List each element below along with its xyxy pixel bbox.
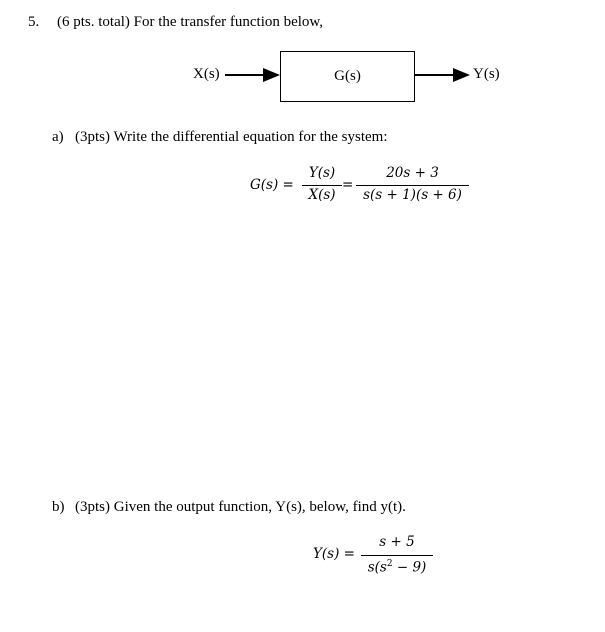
- eq-b-denominator: [361, 560, 433, 575]
- eq-a-frac2-bar: [356, 185, 469, 186]
- eq-b-lhs: Y(s) =: [313, 546, 355, 562]
- eq-a-frac1-numerator: Y(s): [308, 165, 336, 181]
- eq-b-den-pre: s(s: [367, 559, 387, 576]
- eq-a-frac1-bar: [302, 185, 342, 186]
- input-label: X(s): [193, 66, 220, 82]
- eq-a-equals: =: [342, 177, 354, 193]
- output-arrow: [415, 66, 471, 84]
- eq-a-lhs: G(s) =: [250, 177, 294, 193]
- output-label: Y(s): [473, 66, 500, 82]
- input-arrow: [225, 66, 281, 84]
- block-label: G(s): [334, 68, 361, 84]
- eq-a-frac2-numerator: 20s + 3: [386, 165, 439, 181]
- part-b-label: b): [52, 499, 65, 515]
- part-a-text: (3pts) Write the differential equation for the system:: [75, 129, 388, 145]
- eq-b-numerator: s + 5: [379, 534, 415, 550]
- eq-b-den-exponent: 2: [386, 559, 393, 569]
- eq-a-frac2-denominator: s(s + 1)(s + 6): [363, 187, 462, 203]
- part-a-label: a): [52, 129, 64, 145]
- problem-number: 5.: [28, 14, 40, 30]
- eq-b-den-post: − 9): [392, 559, 427, 576]
- part-b-text: (3pts) Given the output function, Y(s), below, find y(t).: [75, 499, 406, 515]
- eq-a-frac1-denominator: X(s): [308, 187, 336, 203]
- eq-b-fraction-bar: [361, 555, 433, 556]
- problem-header: (6 pts. total) For the transfer function below,: [57, 14, 324, 30]
